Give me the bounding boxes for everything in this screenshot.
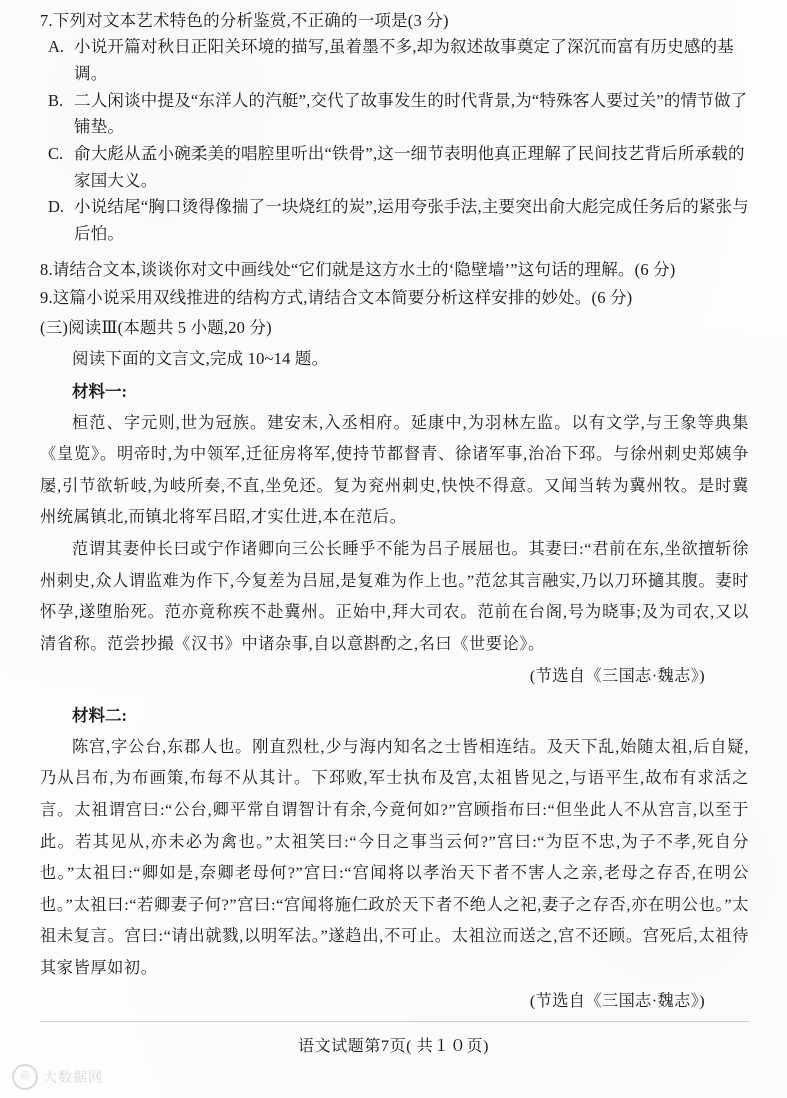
option-letter-c: C. (48, 143, 64, 163)
section-heading: (三)阅读Ⅲ(本题共 5 小题,20 分) (40, 317, 272, 337)
question-7-option-b (40, 88, 749, 141)
option-letter-b: B. (48, 90, 64, 110)
option-letter-a: A. (48, 37, 65, 57)
question-7-option-d (40, 194, 749, 247)
material-one-paragraph-1: 桓范、字元则,世为冠族。建安末,入丞相府。延康中,为羽林左监。以有文学,与王象等典集《皇览》。明帝时,为中领军,迁征房将军,使持节都督青、徐诸军事,治冶下邳。与徐州刺史郑姨争屡,引节欲斩岐,为岐所奏,不直,坐免还。复为兖州刺史,快怏不得意。又闻当转为冀州牧。是时冀州统属镇北,而镇北将军吕昭,才实仕进,本在范后。 (40, 413, 749, 527)
material-two-paragraph-1: 陈宫,字公台,东郡人也。刚直烈杜,少与海内知名之士皆相连结。及天下乱,始随太祖,后自疑,乃从吕布,为布画策,布每不从其计。下邳败,军士执布及宫,太祖皆见之,与语平生,故布有求活之言。太祖谓宫曰:“公台,卿平常自谓智计有余,今竟何如?”宫顾指布曰:“但坐此人不从宫言,以至于此。若其见从,亦未必为禽也。”太祖笑曰:“今日之事当云何?”宫曰:“为臣不忠,为子不孝,死自分也。”太祖曰:“卿如是,奈卿老母何?”宫曰:“宫闻将以孝治天下者不害人之亲,老母之存否,在明公也。”太祖曰:“若卿妻子何?”宫曰:“宫闻将施仁政於天下者不绝人之祀,妻子之存否,亦在明公也。”太祖未复言。宫曰:“请出就戮,以明军法。”遂趋出,不可止。太祖泣而送之,宫不还顾。宫死后,太祖待其家皆厚如初。 (40, 737, 749, 977)
material-two-source: (节选自《三国志·魏志》) (529, 991, 705, 1010)
question-8: 8.请结合文本,谈谈你对文中画线处“它们就是这方水土的‘隐壁墙’”这句话的理解。(6 分) (40, 259, 676, 279)
material-one-paragraph-2: 范谓其妻仲长曰或宁作诸卿向三公长睡乎不能为吕子展屈也。其妻曰:“君前在东,坐欲擅斩徐州刺史,众人谓监难为作下,今复差为吕屈,是复难为作上也。”范忿其言融实,乃以刀环擿其腹。妻时怀孕,遂堕胎死。范亦竟称疾不赴冀州。正始中,拜大司农。范前在台阁,号为晓事;及为司农,又以清省称。范尝抄撮《汉书》中诸杂事,自以意斟酌之,名曰《世要论》。 (40, 539, 749, 653)
question-7-option-c (40, 141, 749, 194)
material-one-source: (节选自《三国志·魏志》) (529, 667, 705, 686)
question-7-stem: 7.下列对文本艺术特色的分析鉴赏,不正确的一项是(3 分) (40, 11, 449, 30)
option-text-c: 俞大彪从孟小碗柔美的唱腔里听出“铁骨”,这一细节表明他真正理解了民间技艺背后所承载的家国大义。 (74, 143, 745, 190)
watermark (12, 1064, 103, 1090)
section-instruction: 阅读下面的文言文,完成 10~14 题。 (72, 349, 329, 369)
page-footer: 语文试题第7页( 共１０页) (297, 1038, 490, 1055)
question-7-option-a (40, 34, 749, 87)
option-text-b: 二人闲谈中提及“东洋人的汽艇”,交代了故事发生的时代背景,为“特殊客人要过关”的情节做了铺垫。 (74, 90, 748, 137)
option-text-d: 小说结尾“胸口烫得像揣了一块烧红的炭”,运用夸张手法,主要突出俞大彪完成任务后的紧张与后怕。 (74, 197, 749, 244)
material-one-label: 材料一: (72, 381, 127, 401)
question-7 (40, 8, 749, 248)
option-text-a: 小说开篇对秋日正阳关环境的描写,虽着墨不多,却为叙述故事奠定了深沉而富有历史感的基调。 (74, 37, 734, 83)
option-letter-d: D. (48, 197, 65, 217)
material-two-label: 材料二: (72, 705, 127, 725)
watermark-logo-icon: ◎ (12, 1064, 38, 1090)
watermark-text: 大数据网 (43, 1069, 103, 1085)
question-9: 9.这篇小说采用双线推进的结构方式,请结合文本简要分析这样安排的妙处。(6 分) (40, 287, 633, 307)
footer-divider (40, 1021, 749, 1022)
